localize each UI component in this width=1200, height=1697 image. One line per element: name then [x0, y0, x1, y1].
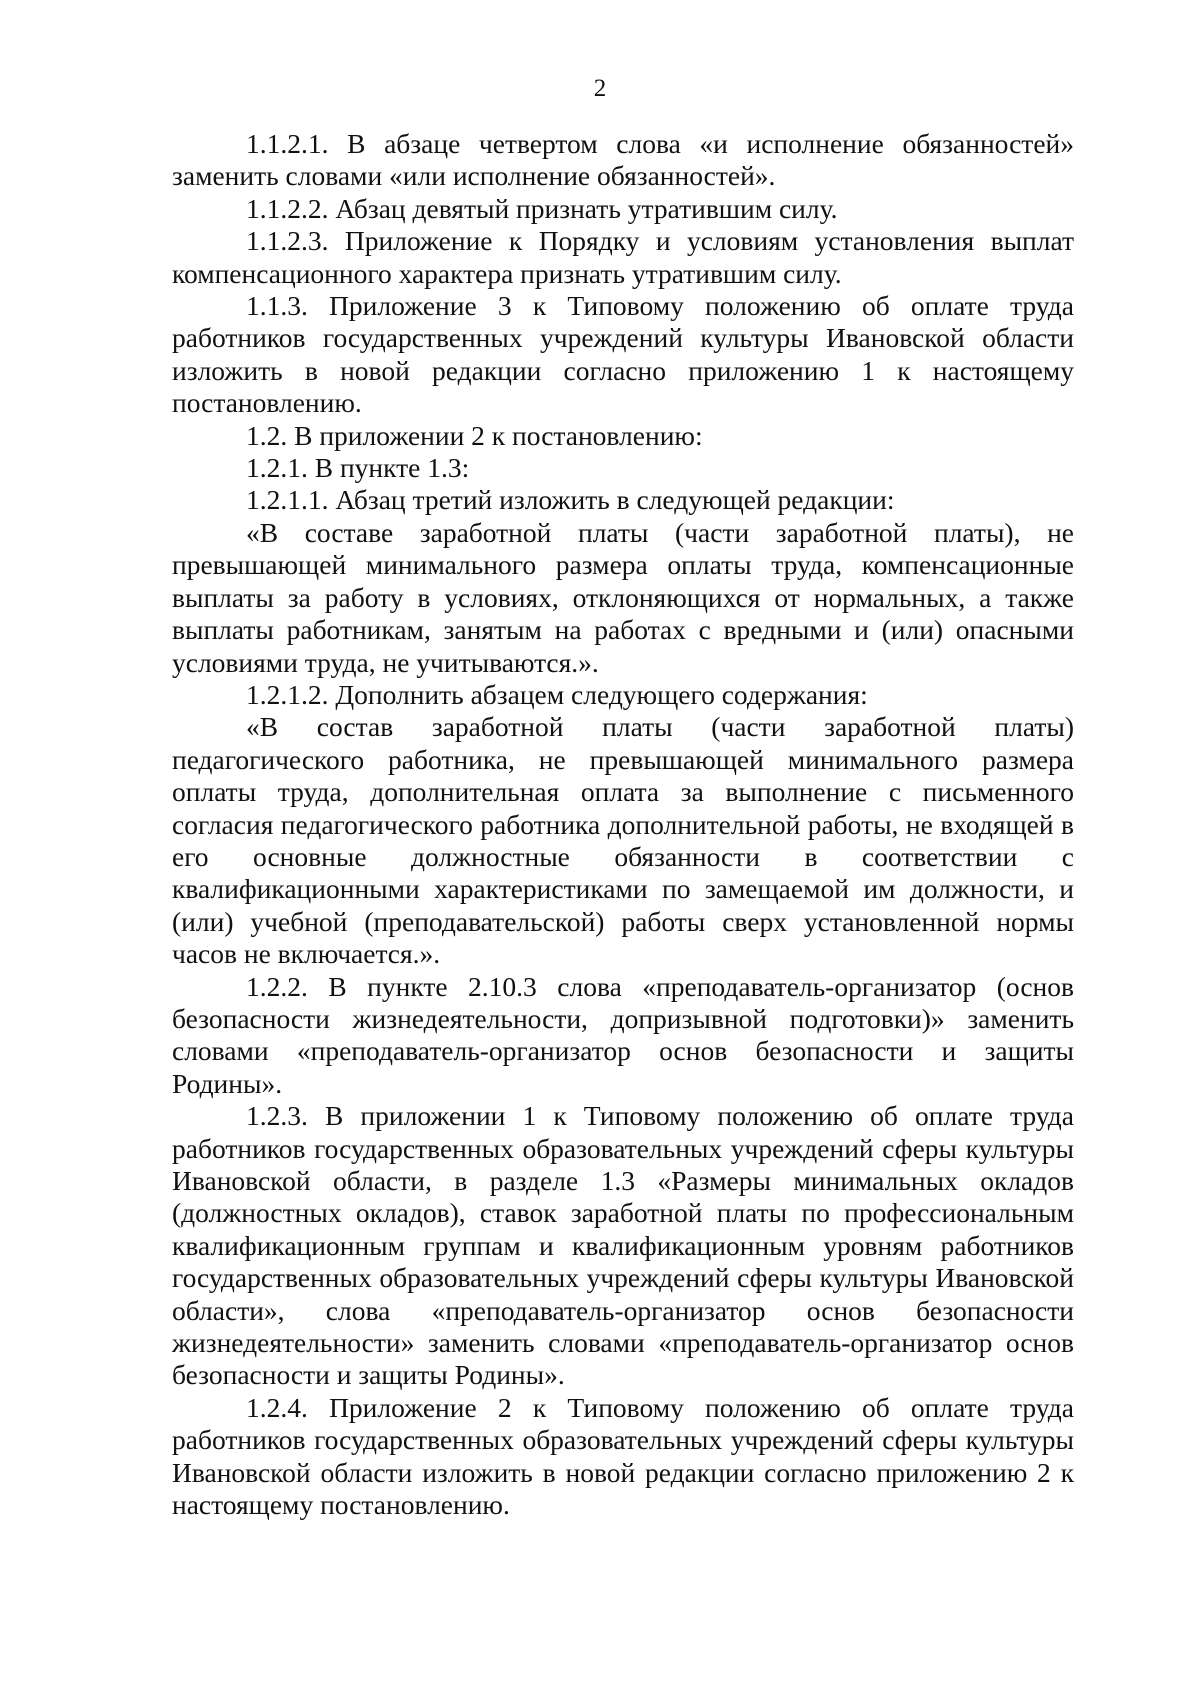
paragraph-1-2-2: 1.2.2. В пункте 2.10.3 слова «преподаватель-организатор (основ безопасности жизнедеятельности, допризывной подготовки)» заменить словами «преподаватель-организатор основ безопасности и защиты Родины». [172, 970, 1074, 1099]
paragraph-quote-2: «В состав заработной платы (части заработной платы) педагогического работника, не превышающей минимального размера оплаты труда, дополнительная оплата за выполнение с письменного согласия педагогического работника дополнительной работы, не входящей в его основные должностные обязанности в соответствии с квалификационными характеристиками по замещаемой им должности, и (или) учебной (преподавательской) работы сверх установленной нормы часов не включается.». [172, 711, 1074, 970]
paragraph-1-1-2-1: 1.1.2.1. В абзаце четвертом слова «и исполнение обязанностей» заменить словами «или исполнение обязанностей». [172, 128, 1074, 192]
paragraph-1-2: 1.2. В приложении 2 к постановлению: [246, 419, 703, 451]
page-number: 2 [593, 75, 607, 102]
paragraph-1-2-1-2: 1.2.1.2. Дополнить абзацем следующего содержания: [246, 678, 868, 710]
paragraph-1-2-1-1: 1.2.1.1. Абзац третий изложить в следующей редакции: [246, 484, 895, 516]
paragraph-1-1-3: 1.1.3. Приложение 3 к Типовому положению об оплате труда работников государственных учреждений культуры Ивановской области изложить в новой редакции согласно приложению 1 к настоящему постановлению. [172, 290, 1074, 419]
paragraph-1-2-1: 1.2.1. В пункте 1.3: [246, 452, 470, 484]
document-body [172, 128, 1074, 1521]
paragraph-1-2-4: 1.2.4. Приложение 2 к Типовому положению об оплате труда работников государственных образовательных учреждений сферы культуры Ивановской области изложить в новой редакции согласно приложению 2 к настоящему постановлению. [172, 1391, 1074, 1521]
paragraph-1-1-2-3: 1.1.2.3. Приложение к Порядку и условиям установления выплат компенсационного характера признать утратившим силу. [172, 225, 1074, 289]
paragraph-1-2-3: 1.2.3. В приложении 1 к Типовому положению об оплате труда работников государственных образовательных учреждений сферы культуры Ивановской области, в разделе 1.3 «Размеры минимальных окладов (должностных окладов), ставок заработной платы по профессиональным квалификационным группам и квалификационным уровням работников государственных образовательных учреждений сферы культуры Ивановской области», слова «преподаватель-организатор основ безопасности жизнедеятельности» заменить словами «преподаватель-организатор основ безопасности и защиты Родины». [172, 1100, 1074, 1391]
paragraph-1-1-2-2: 1.1.2.2. Абзац девятый признать утратившим силу. [246, 192, 838, 224]
paragraph-quote-1: «В составе заработной платы (части заработной платы), не превышающей минимального размера оплаты труда, компенсационные выплаты за работу в условиях, отклоняющихся от нормальных, а также выплаты работникам, занятым на работах с вредными и (или) опасными условиями труда, не учитываются.». [172, 516, 1074, 678]
